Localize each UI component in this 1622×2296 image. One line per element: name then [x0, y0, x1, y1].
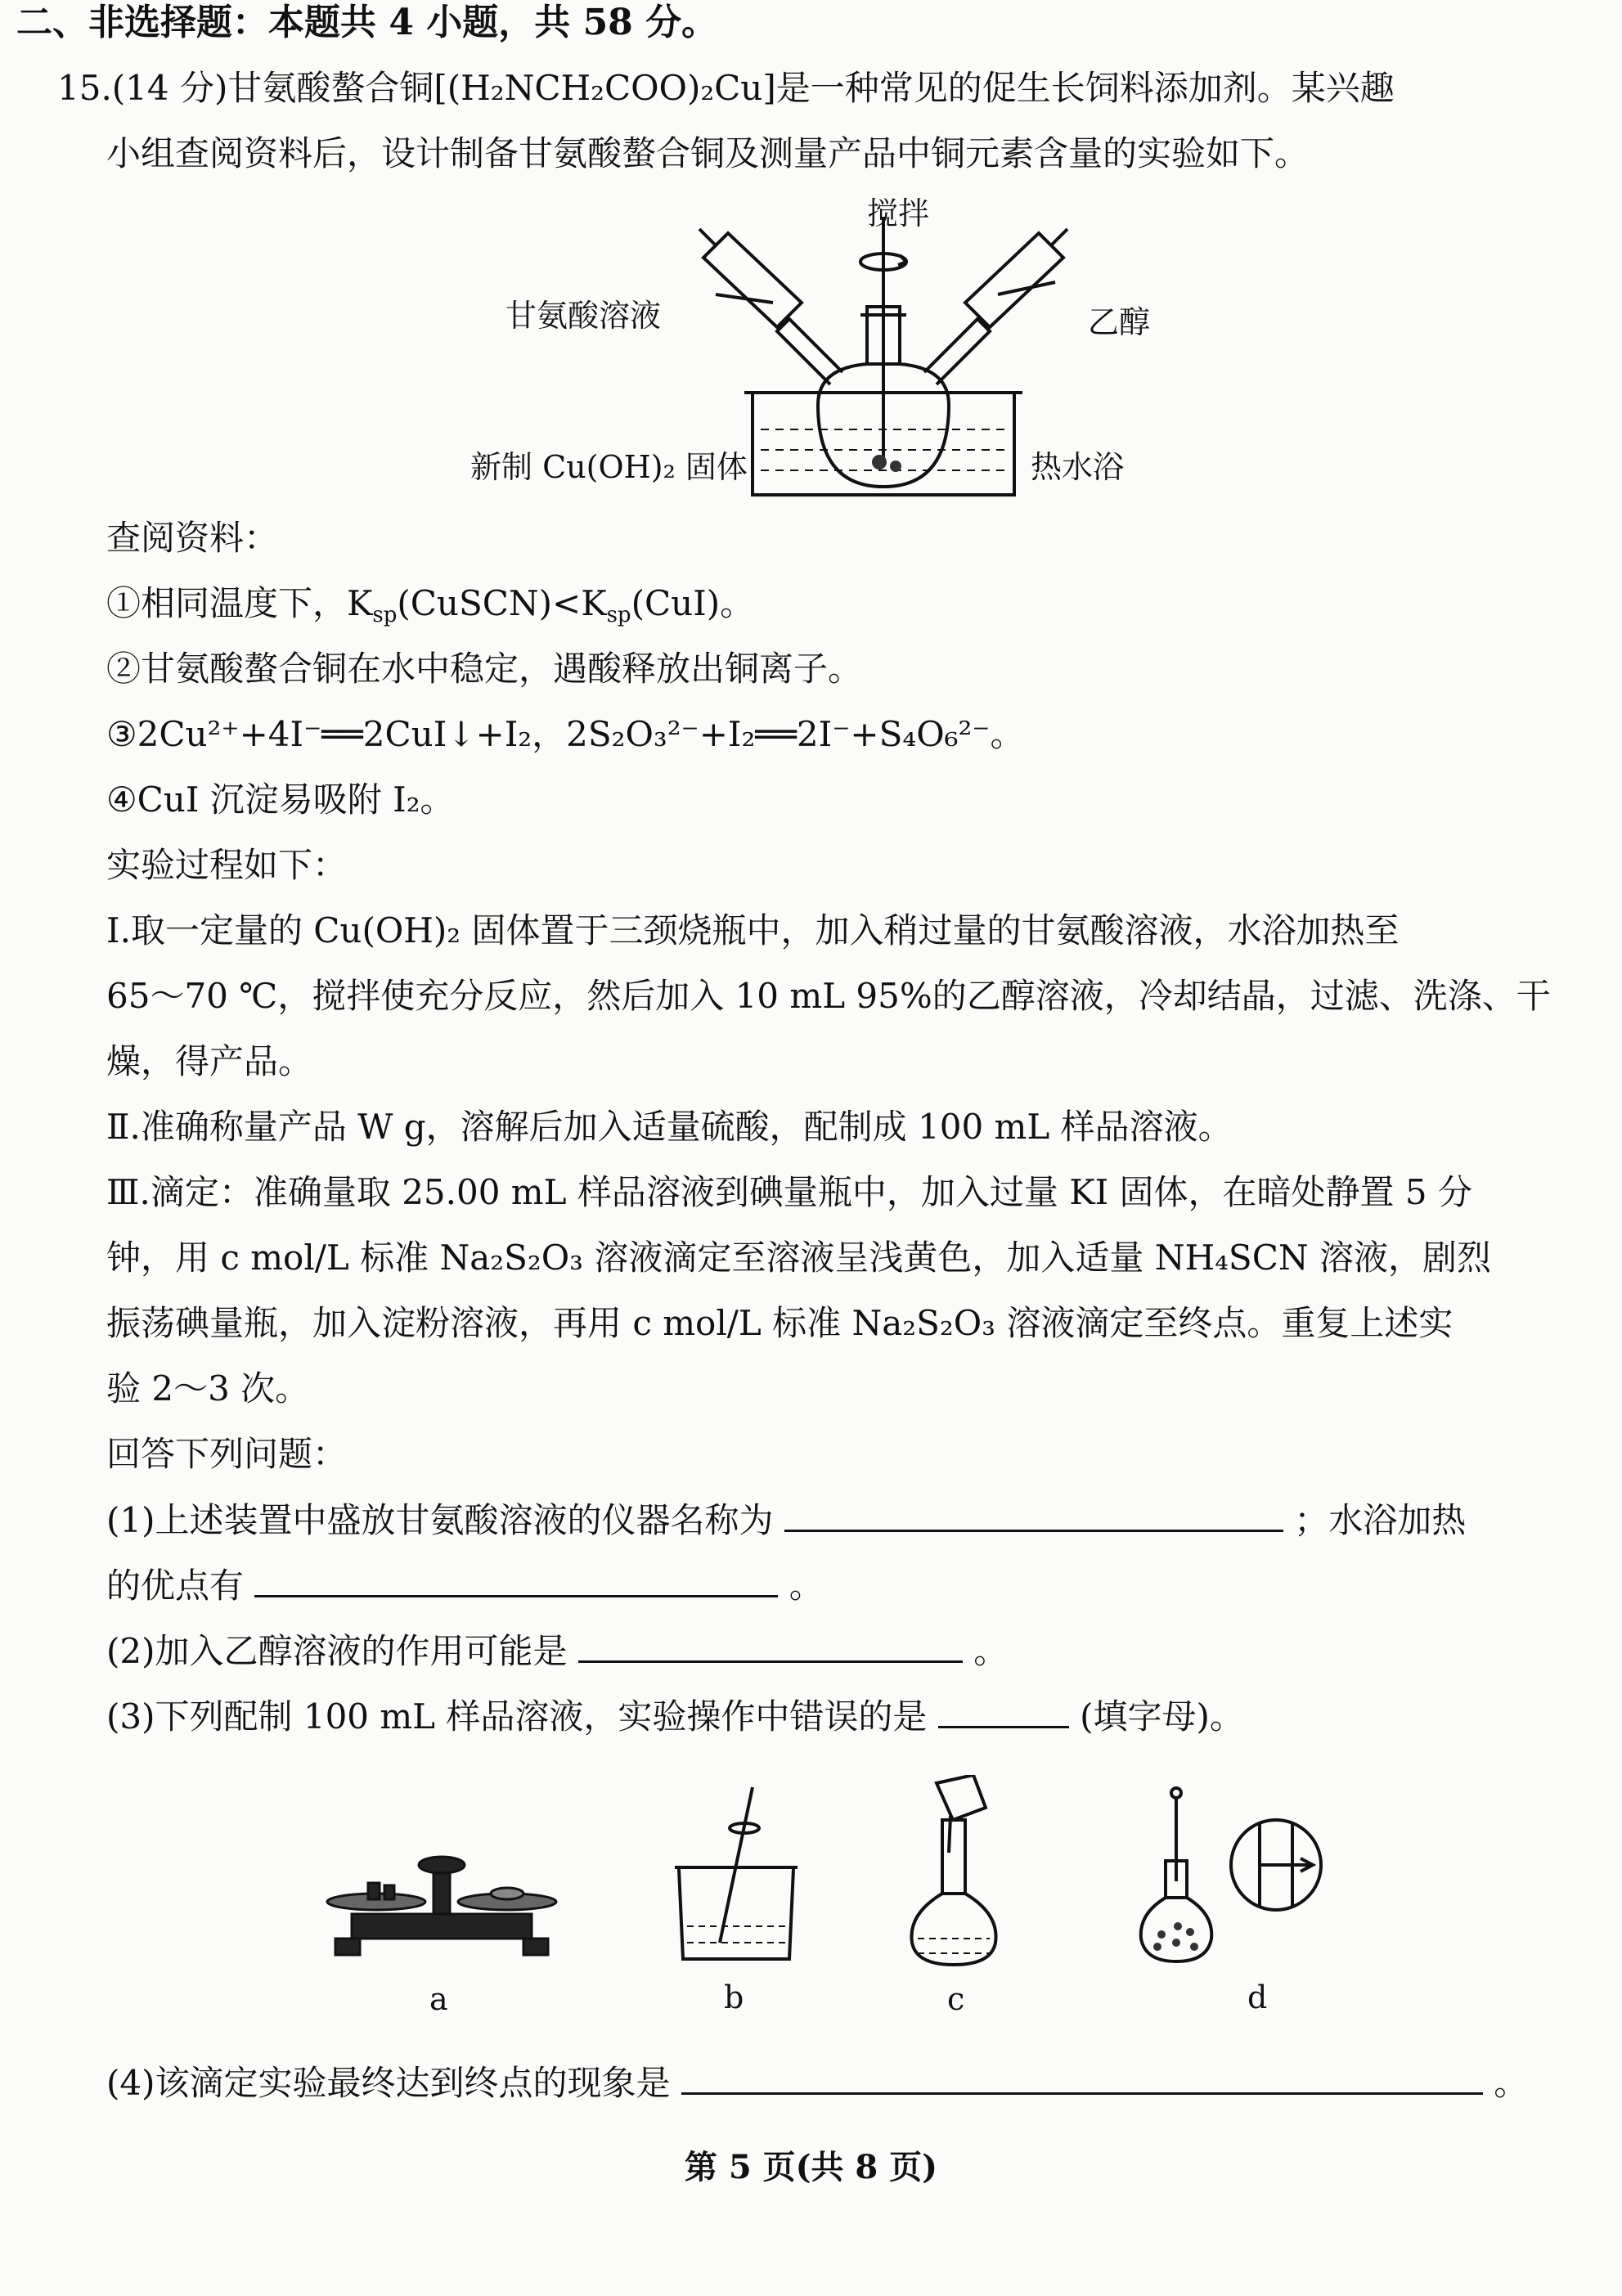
reference-3: ③2Cu²⁺+4I⁻══2CuI↓+I₂，2S₂O₃²⁻+I₂══2I⁻+S₄O₆²⁻。: [106, 714, 1025, 754]
q1-instrument-answer-blank[interactable]: [784, 1498, 1283, 1532]
glycine-funnel-label: 甘氨酸溶液: [505, 298, 662, 334]
cuoh2-solid-label: 新制 Cu(OH)₂ 固体: [470, 449, 748, 485]
option-b-label: b: [724, 1979, 744, 2015]
reference-4: ④CuI 沉淀易吸附 I₂。: [106, 780, 455, 820]
option-c-volumetric-flask: [892, 1775, 1031, 2029]
reference-title: 查阅资料：: [106, 518, 279, 558]
question-1-line-a: (1)上述装置中盛放甘氨酸溶液的仪器名称为 ；水浴加热: [106, 1500, 1467, 1540]
beaker-with-stirring-rod-icon: [663, 1779, 810, 1967]
step-1-line-c: 燥，得产品。: [106, 1041, 313, 1081]
step-3-line-d: 验 2～3 次。: [106, 1368, 310, 1409]
flask-with-dropper-and-magnified-view-icon: [1129, 1783, 1341, 1971]
hot-water-bath-label: 热水浴: [1031, 449, 1125, 485]
q1-advantage-answer-blank[interactable]: [254, 1564, 778, 1597]
step-1-line-a: Ⅰ.取一定量的 Cu(OH)₂ 固体置于三颈烧瓶中，加入稍过量的甘氨酸溶液，水浴加热至: [106, 910, 1400, 950]
reference-1: ①相同温度下，$K_{sp}(CuSCN)<K_{sp}(CuI)$。: [106, 583, 755, 627]
step-3-line-c: 振荡碘量瓶，加入淀粉溶液，再用 c mol/L 标准 Na₂S₂O₃ 溶液滴定至终点。重复上述实: [106, 1303, 1454, 1343]
option-c-label: c: [947, 1981, 965, 2017]
answer-title: 回答下列问题：: [106, 1434, 348, 1474]
balance-icon: [319, 1808, 564, 1963]
question-1-line-b: 的优点有 。: [106, 1566, 824, 1606]
q4-answer-blank[interactable]: [681, 2061, 1483, 2095]
volumetric-flask-pouring-icon: [892, 1775, 1031, 1971]
stir-label: 搅拌: [867, 195, 930, 231]
option-a-label: a: [429, 1981, 448, 2017]
section-title: 二、非选择题：本题共 4 小题，共 58 分。: [16, 2, 718, 43]
ethanol-funnel-label: 乙醇: [1088, 304, 1151, 340]
question-3: (3)下列配制 100 mL 样品溶液，实验操作中错误的是 (填字母)。: [106, 1696, 1244, 1737]
option-d-label: d: [1247, 1979, 1268, 2015]
question-4: (4)该滴定实验最终达到终点的现象是 。: [106, 2063, 1529, 2103]
question-intro-line-1: 15.(14 分)甘氨酸螯合铜[(H₂NCH₂COO)₂Cu]是一种常见的促生长饲料添加剂。某兴趣: [57, 68, 1395, 108]
q3-answer-blank[interactable]: [938, 1695, 1069, 1728]
step-2: Ⅱ.准确称量产品 W g，溶解后加入适量硫酸，配制成 100 mL 样品溶液。: [106, 1107, 1233, 1147]
q2-answer-blank[interactable]: [578, 1629, 963, 1663]
step-3-line-b: 钟，用 c mol/L 标准 Na₂S₂O₃ 溶液滴定至溶液呈浅黄色，加入适量 NH₄SCN 溶液，剧烈: [106, 1238, 1491, 1278]
option-b-beaker: [663, 1779, 810, 2024]
question-2: (2)加入乙醇溶液的作用可能是 。: [106, 1631, 1009, 1671]
option-d-flask-with-dropper: [1129, 1783, 1341, 2029]
procedure-title: 实验过程如下：: [106, 845, 348, 885]
page-footer: 第 5 页(共 8 页): [684, 2148, 938, 2186]
option-a-balance: [319, 1808, 564, 2020]
apparatus-figure: [470, 192, 1151, 503]
question-intro-line-2: 小组查阅资料后，设计制备甘氨酸螯合铜及测量产品中铜元素含量的实验如下。: [106, 133, 1310, 173]
step-3-line-a: Ⅲ.滴定：准确量取 25.00 mL 样品溶液到碘量瓶中，加入过量 KI 固体，在暗处静置 5 分: [106, 1172, 1472, 1212]
reference-2: ②甘氨酸螯合铜在水中稳定，遇酸释放出铜离子。: [106, 649, 863, 689]
step-1-line-b: 65～70 ℃，搅拌使充分反应，然后加入 10 mL 95%的乙醇溶液，冷却结晶，过滤、洗涤、干: [106, 976, 1551, 1016]
